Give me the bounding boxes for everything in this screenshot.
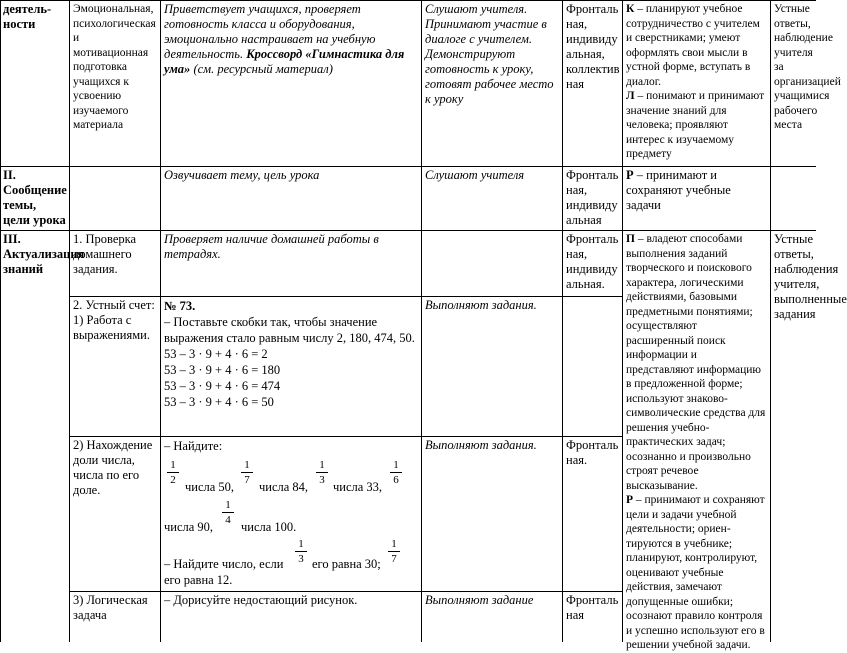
- work-form-cell: Фронталь ная: [566, 593, 619, 622]
- fraction: 1 2: [166, 459, 180, 486]
- control-cell: Устные ответы, наблюдение учителя за организацией учащимися рабочего места: [774, 3, 841, 131]
- uud-text-k: – планируют учебное сотрудничество с учителем и сверстниками; умеют оформлять свои мысли в устной форме, вступать в диалог.: [626, 3, 760, 88]
- task-text: – Поставьте скобки так, чтобы значение выражения стало равным числу 2, 180, 474, 50.: [164, 315, 415, 345]
- fraction-text: числа 84,: [259, 480, 309, 494]
- fraction-text: числа 90,: [164, 520, 214, 534]
- uud-cell: [623, 231, 770, 651]
- work-form-cell: Фронталь ная, индивиду альная, коллектив ная: [566, 2, 620, 91]
- uud-label-k: К: [626, 3, 635, 15]
- uud-cell: [623, 1, 770, 166]
- teacher-activity-cell: [161, 297, 421, 436]
- uud-label-l: Л: [626, 90, 635, 102]
- resource-note: (см. ресурсный материал): [190, 62, 333, 76]
- goal-cell: 1. Проверка домашнего задания.: [73, 232, 137, 276]
- expression: 53 – 3 · 9 + 4 · 6 = 474: [164, 379, 281, 393]
- work-form-cell: Фронталь ная, индивиду альная.: [566, 232, 619, 291]
- student-activity-cell: Выполняют задание: [425, 593, 534, 607]
- stage-cell: III. Актуализация знаний: [3, 232, 85, 276]
- student-activity-cell: Слушают учителя: [425, 168, 525, 182]
- find-instruction: – Найдите:: [164, 439, 223, 453]
- expression: 53 – 3 · 9 + 4 · 6 = 50: [164, 395, 274, 409]
- teacher-activity-cell: – Дорисуйте недостающий рисунок.: [164, 593, 358, 607]
- fraction-text: его равна 30;: [312, 557, 381, 571]
- fraction: 1 4: [221, 499, 235, 526]
- goal-cell: 3) Логическая задача: [73, 593, 148, 622]
- teacher-activity-cell: [161, 437, 421, 591]
- fraction-text: числа 100.: [241, 520, 297, 534]
- fraction-text: числа 33,: [333, 480, 383, 494]
- stage-cell: II. Сообщение темы, цели урока: [3, 168, 67, 227]
- uud-text-r: – принимают и сохраняют учебные задачи: [626, 168, 731, 212]
- crossword-title: Кроссворд «Гимнастика для ума»: [164, 47, 405, 76]
- student-activity-cell: Выполняют задания.: [425, 298, 537, 312]
- uud-label-r: Р: [626, 168, 634, 182]
- uud-text-l: – понимают и принимают значение знаний для человека; проявляют интерес к изучаемому предмету: [626, 90, 765, 160]
- goal-cell: 2) Нахождение доли числа, числа по его доле.: [73, 438, 153, 497]
- student-activity-cell: Слушают учителя. Принимают участие в диалоге с учителем. Демонстрируют готовность к уроку, готовят рабочее место к уроку: [425, 2, 554, 106]
- work-form-cell: Фронталь ная, индивиду альная: [566, 168, 619, 227]
- fraction: 1 6: [389, 459, 403, 486]
- fraction: 1 7: [387, 538, 401, 565]
- uud-label-r: Р: [626, 494, 634, 506]
- fraction: 1 3: [294, 538, 308, 565]
- expression: 53 – 3 · 9 + 4 · 6 = 2: [164, 347, 268, 361]
- teacher-activity-cell: [161, 1, 421, 166]
- uud-label-p: П: [626, 233, 635, 245]
- find-number-instruction: – Найдите число, если: [164, 557, 284, 571]
- fraction-text: его равна 12.: [164, 573, 233, 587]
- uud-cell: [623, 167, 770, 230]
- task-number: № 73.: [164, 299, 196, 313]
- expression: 53 – 3 · 9 + 4 · 6 = 180: [164, 363, 281, 377]
- uud-text-p: – владеют способами выполнения заданий творческого и поискового характера, логическими действиями, базовыми предметными понятиями; осуществляют расширенный поиск информации и представляют информацию в предложенной форме; используют знаково-символические средства для решения учебно-практических задач; осознанно и произвольно строят речевое высказывание.: [626, 233, 766, 492]
- teacher-activity-cell: Озвучивает тему, цель урока: [164, 168, 320, 182]
- teacher-activity-cell: Проверяет наличие домашней работы в тетрадях.: [164, 232, 379, 261]
- fraction: 1 3: [315, 459, 329, 486]
- uud-text-r: – принимают и сохраняют цели и задачи учебной деятельности; ориен-тируются в учебнике; планируют, контролируют, оценивают учебные действия, замечают допущенные ошибки; осознают правило контроля и успешно используют его в решении учебной задачи.: [626, 494, 765, 651]
- fraction-text: числа 50,: [185, 480, 235, 494]
- goal-cell: 2. Устный счет: 1) Работа с выражениями.: [73, 298, 155, 342]
- control-cell: Устные ответы, наблюдения учителя, выполненные задания: [774, 232, 847, 321]
- student-activity-cell: Выполняют задания.: [425, 438, 537, 452]
- fraction: 1 7: [240, 459, 254, 486]
- teacher-text: Приветствует учащихся, проверяет готовность класса и оборудования, эмоционально настраивает на учебную деятельность.: [164, 2, 376, 61]
- stage-cell: деятель- ности: [3, 2, 52, 31]
- work-form-cell: Фронталь ная.: [566, 438, 619, 467]
- goal-cell: Эмоциональная, психологическая и мотивационная подготовка учащихся к усвоению изучаемого материала: [73, 3, 156, 131]
